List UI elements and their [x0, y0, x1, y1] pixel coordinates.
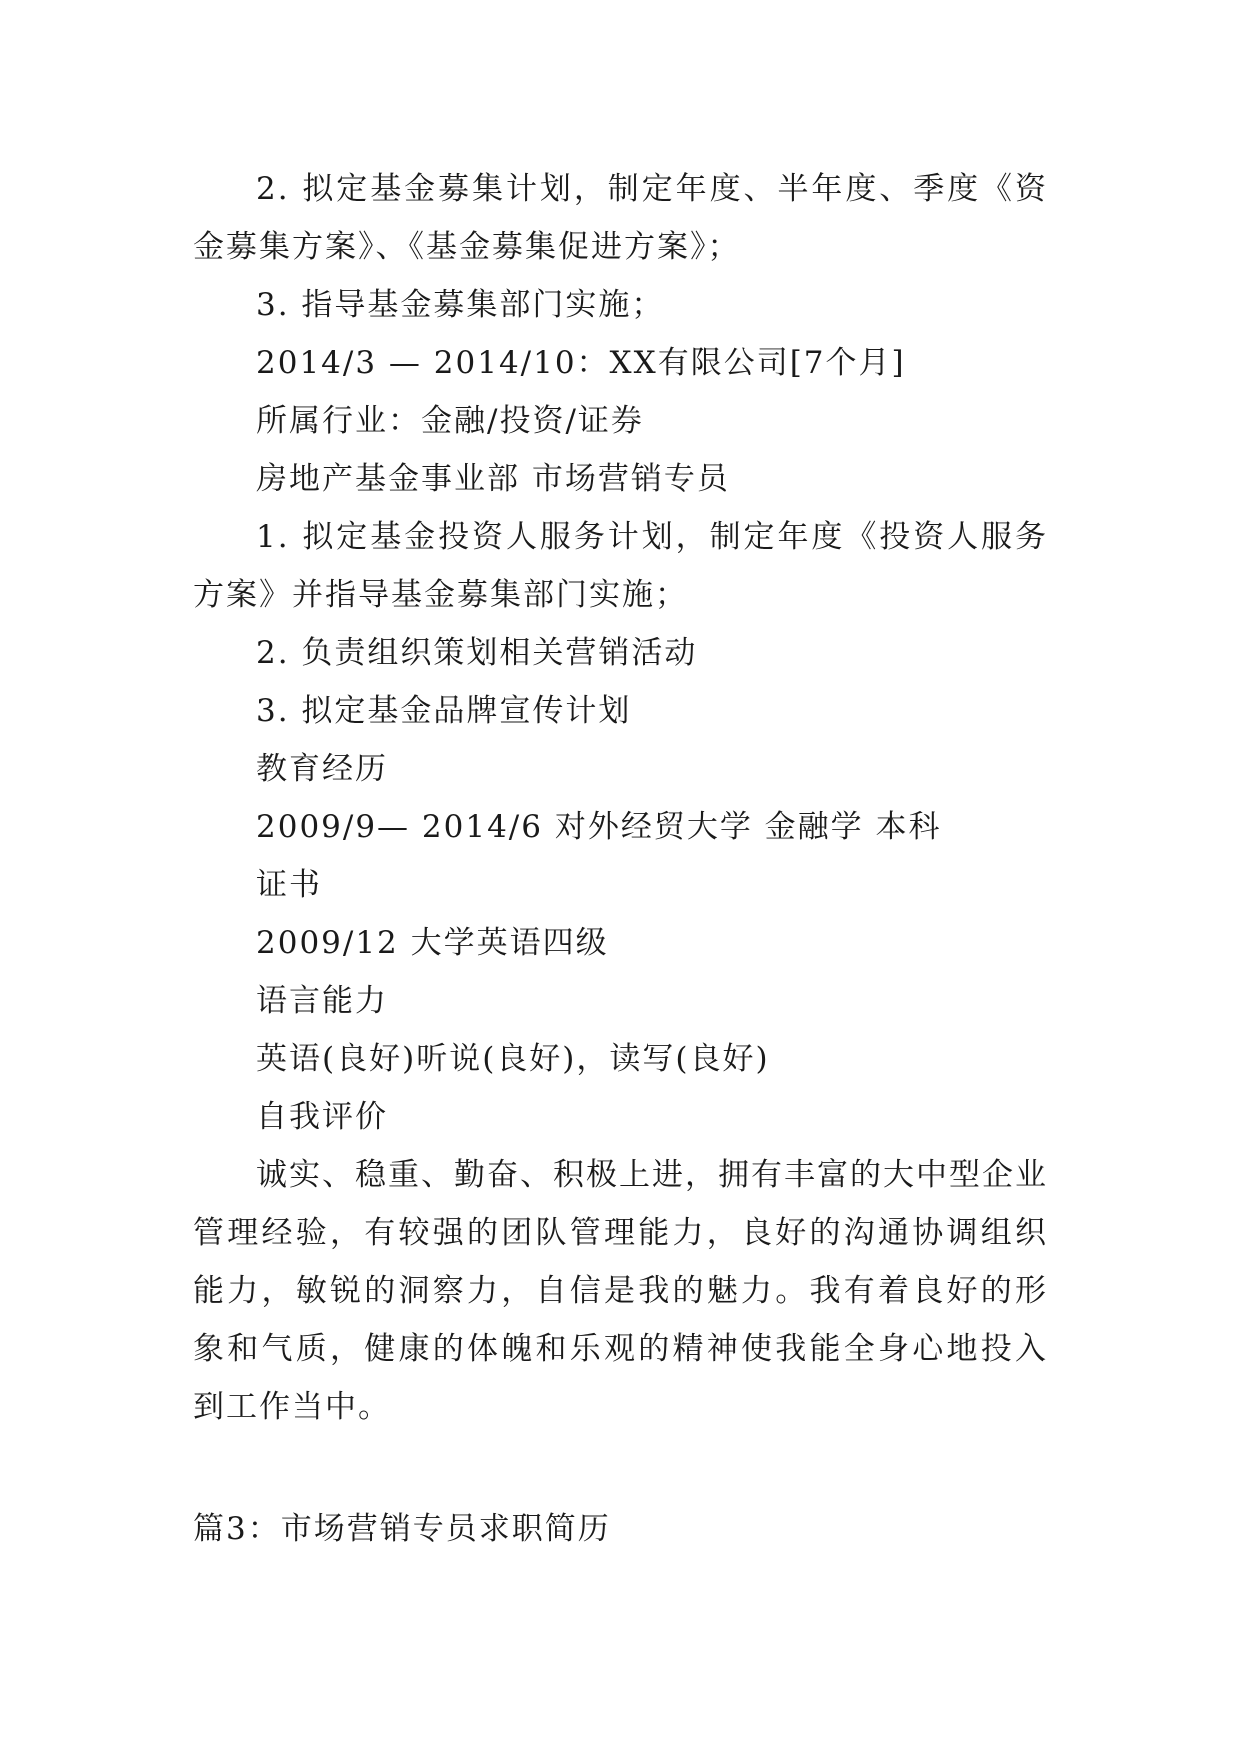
section-spacer [193, 1436, 1053, 1500]
self-evaluation-text: 诚实、稳重、勤奋、积极上进，拥有丰富的大中型企业管理经验，有较强的团队管理能力，良好的沟通协调组织能力，敏锐的洞察力，自信是我的魅力。我有着良好的形象和气质，健康的体魄和乐观的精神使我能全身心地投入到工作当中。 [193, 1157, 1048, 1425]
certificate-entry: 2009/12 大学英语四级 [256, 925, 609, 961]
language-entry: 英语(良好)听说(良好)，读写(良好) [256, 1041, 770, 1077]
paragraph-investor-service: 1. 拟定基金投资人服务计划，制定年度《投资人服务方案》并指导基金募集部门实施； [193, 519, 1048, 613]
paragraph-guide-implementation: 3. 指导基金募集部门实施； [256, 287, 665, 323]
education-entry: 2009/9— 2014/6 对外经贸大学 金融学 本科 [256, 809, 942, 845]
heading-language: 语言能力 [256, 983, 388, 1019]
heading-education: 教育经历 [256, 751, 388, 787]
paragraph-brand-plan: 3. 拟定基金品牌宣传计划 [256, 693, 632, 729]
department-position: 房地产基金事业部 市场营销专员 [256, 461, 730, 497]
heading-self-evaluation: 自我评价 [256, 1099, 388, 1135]
paragraph-marketing-activities: 2. 负责组织策划相关营销活动 [256, 635, 698, 671]
heading-certificates: 证书 [256, 867, 322, 903]
job-period: 2014/3 — 2014/10：XX有限公司[7个月] [256, 345, 906, 381]
industry: 所属行业：金融/投资/证券 [256, 403, 644, 439]
document-body [193, 160, 1053, 1558]
paragraph-fund-raising-plan: 2. 拟定基金募集计划，制定年度、半年度、季度《资金募集方案》、《基金募集促进方案》； [193, 171, 1048, 265]
section-title: 篇3：市场营销专员求职简历 [193, 1511, 611, 1547]
